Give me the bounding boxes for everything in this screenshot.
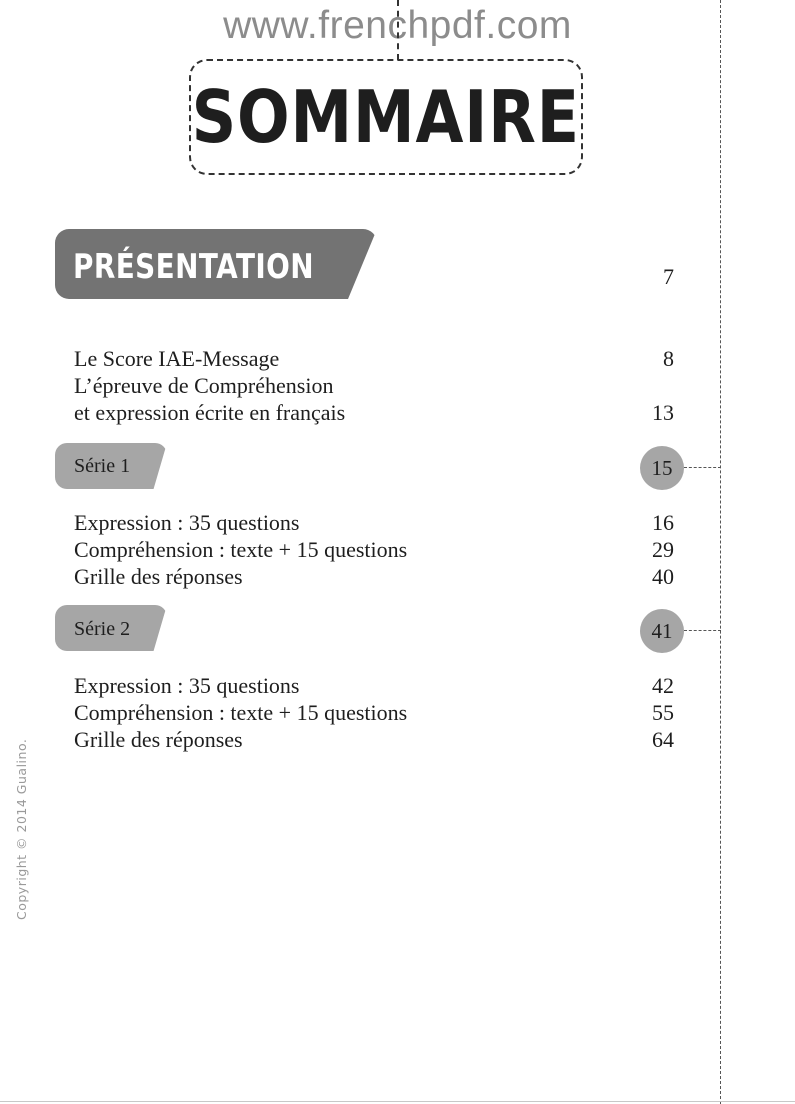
toc-entry-page: 42 bbox=[652, 673, 674, 698]
serie1-dashed-connector bbox=[684, 467, 721, 468]
copyright-notice: Copyright © 2014 Gualino. bbox=[14, 738, 29, 920]
serie1-page-circle bbox=[640, 446, 684, 490]
serie2-label: Série 2 bbox=[74, 618, 131, 640]
title-box bbox=[189, 59, 583, 175]
toc-entry-text: Grille des réponses bbox=[74, 727, 243, 752]
toc-entry-page: 55 bbox=[652, 700, 674, 725]
top-dashed-line bbox=[397, 0, 399, 60]
toc-entry-page: 29 bbox=[652, 537, 674, 562]
serie1-page: 15 bbox=[651, 455, 673, 480]
toc-entry-text: Le Score IAE-Message bbox=[74, 346, 280, 371]
toc-entry-text: Compréhension : texte + 15 questions bbox=[74, 537, 408, 562]
toc-entry-page: 13 bbox=[652, 400, 674, 425]
presentation-page: 7 bbox=[663, 264, 674, 289]
serie2-page: 41 bbox=[651, 618, 673, 643]
page-title: SOMMAIRE bbox=[191, 75, 581, 159]
bottom-border-line bbox=[0, 1101, 795, 1102]
toc-entry-text: L’épreuve de Compréhension bbox=[74, 373, 334, 398]
toc-entry-text: Expression : 35 questions bbox=[74, 510, 300, 535]
toc-entry-text: Grille des réponses bbox=[74, 564, 243, 589]
toc-entry-page: 40 bbox=[652, 564, 674, 589]
serie2-dashed-connector bbox=[684, 630, 721, 631]
right-dashed-margin-line bbox=[720, 0, 721, 1104]
presentation-label: PRÉSENTATION bbox=[73, 247, 315, 287]
serie2-page-circle bbox=[640, 609, 684, 653]
toc-entry-page: 64 bbox=[652, 727, 674, 752]
toc-entry-text: Expression : 35 questions bbox=[74, 673, 300, 698]
toc-entry-page: 8 bbox=[663, 346, 674, 371]
toc-entry-text: et expression écrite en français bbox=[74, 400, 346, 425]
serie1-label: Série 1 bbox=[74, 455, 131, 477]
toc-entry-text: Compréhension : texte + 15 questions bbox=[74, 700, 408, 725]
watermark-url: www.frenchpdf.com bbox=[223, 4, 572, 47]
toc-entry-page: 16 bbox=[652, 510, 674, 535]
